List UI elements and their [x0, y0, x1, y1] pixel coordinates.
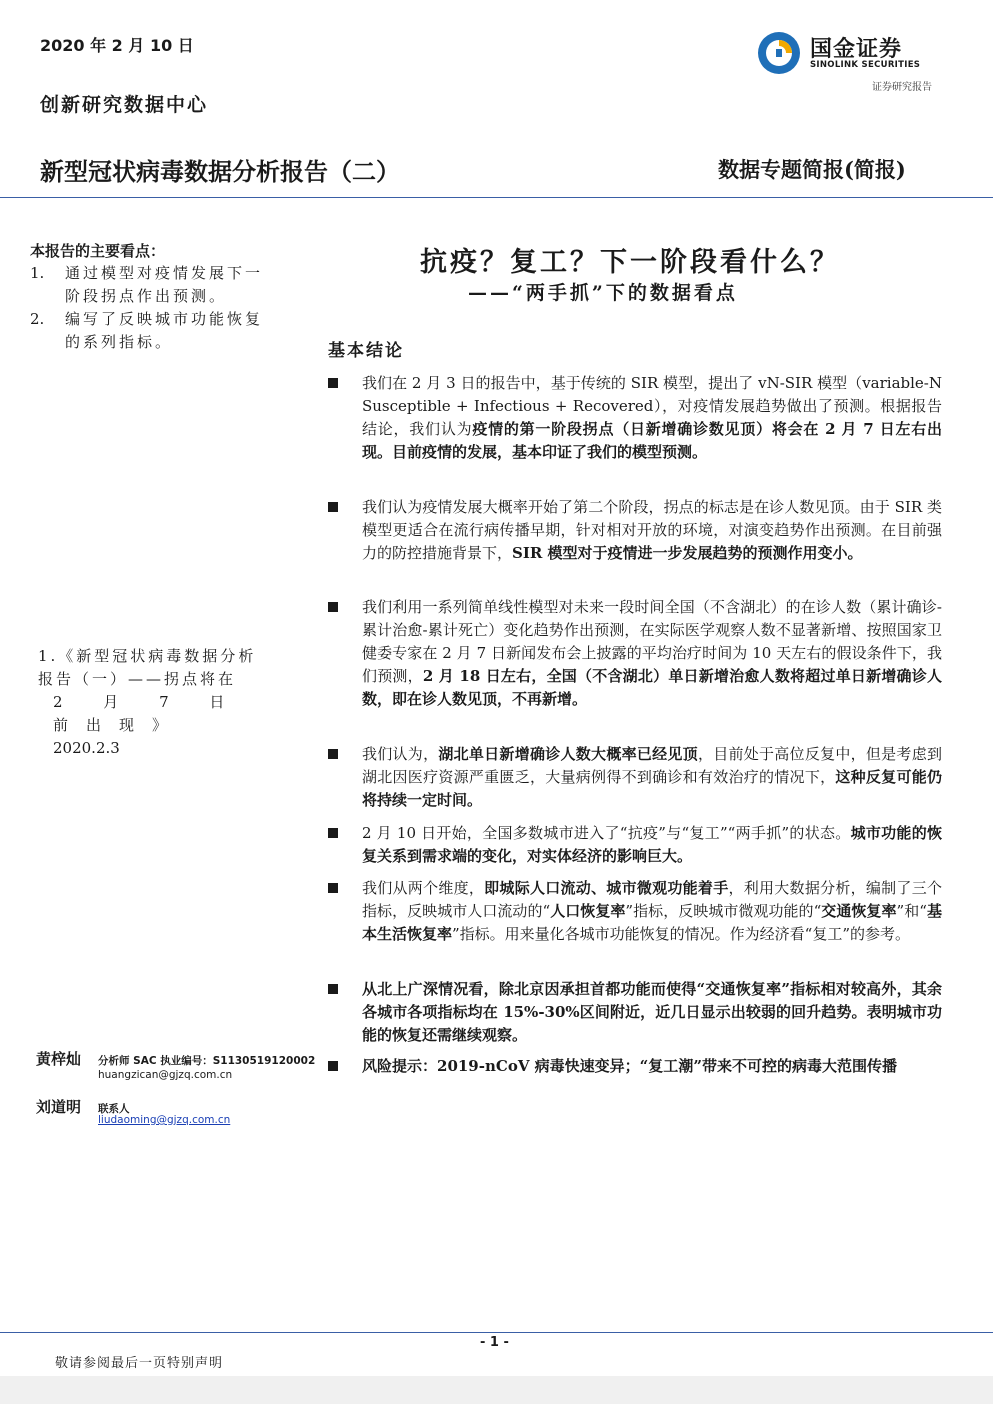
- highlight-text: 通过模型对疫情发展下一阶段拐点作出预测。: [65, 264, 264, 305]
- bullet-square: [328, 378, 338, 388]
- related-report-title: 1.《新型冠状病毒数据分析报告（一）——拐点将在: [38, 647, 257, 688]
- highlight-text: 编写了反映城市功能恢复的系列指标。: [65, 310, 264, 351]
- report-title: 新型冠状病毒数据分析报告（二）: [40, 158, 400, 186]
- sinolink-logo-icon: [756, 30, 802, 76]
- report-date: 2020 年 2 月 10 日: [40, 36, 194, 55]
- bullet-square: [328, 883, 338, 893]
- bullet-square: [328, 602, 338, 612]
- footer-divider: [0, 1332, 993, 1333]
- highlight-number: 2.: [30, 310, 45, 328]
- logo-english-text: SINOLINK SECURITIES: [810, 60, 921, 70]
- main-subtitle: ——“两手抓”下的数据看点: [468, 282, 738, 304]
- logo-chinese-text: 国金证券: [810, 37, 903, 62]
- related-report: [38, 645, 260, 760]
- bullet-text: 2 月 10 日开始，全国多数城市进入了“抗疫”与“复工”“两手抓”的状态。城市功能的恢复关系到需求端的变化，对实体经济的影响巨大。: [362, 824, 942, 865]
- highlight-item: [30, 262, 270, 308]
- contact-name: 刘道明: [36, 1098, 82, 1116]
- bullet-text: 风险提示：2019-nCoV 病毒快速变异；“复工潮”带来不可控的病毒大范围传播: [362, 1057, 897, 1075]
- highlight-number: 1.: [30, 264, 45, 282]
- footer-bar: [0, 1376, 993, 1404]
- page-number: - 1 -: [480, 1335, 509, 1350]
- department-name: 创新研究数据中心: [40, 94, 209, 116]
- bullet-text: 我们认为疫情发展大概率开始了第二个阶段，拐点的标志是在诊人数见顶。由于 SIR 类模型更适合在流行病传播早期，针对相对开放的环境，对演变趋势作出预测。在目前强力的防控措施背景下，SIR 模型对于疫情进一步发展趋势的预测作用变小。: [362, 498, 942, 562]
- bullet-text: 我们在 2 月 3 日的报告中，基于传统的 SIR 模型，提出了 vN-SIR 模型（variable-N Susceptible + Infectious + Recovered），对疫情发展趋势做出了预测。根据报告结论，我们认为疫情的第一阶段拐点（日新增确诊数见顶）将会在 2 月 7 日左右出现。目前疫情的发展，基本印证了我们的模型预测。: [362, 374, 942, 461]
- highlight-item: [30, 308, 270, 354]
- main-title: 抗疫？复工？下一阶段看什么？: [420, 247, 840, 278]
- bullet-text: 我们利用一系列简单线性模型对未来一段时间全国（不含湖北）的在诊人数（累计确诊-累计治愈-累计死亡）变化趋势作出预测，在实际医学观察人数不显著新增、按照国家卫健委专家在 2 月 7 日新闻发布会上披露的平均治疗时间为 10 天左右的假设条件下，我们预测，2 月 18 日左右，全国（不含湖北）单日新增治愈人数将超过单日新增确诊人数，即在诊人数见顶，不再新增。: [362, 598, 942, 708]
- bullet-square: [328, 828, 338, 838]
- highlights-heading: 本报告的主要看点：: [30, 242, 166, 260]
- bullet-square: [328, 502, 338, 512]
- bullet-square: [328, 984, 338, 994]
- bullet-text: 从北上广深情况看，除北京因承担首都功能而使得“交通恢复率”指标相对较高外，其余各城市各项指标均在 15%-30%区间附近，近几日显示出较弱的回升趋势。表明城市功能的恢复还需继续观察。: [362, 980, 942, 1044]
- bullet-text: 我们从两个维度，即城际人口流动、城市微观功能着手，利用大数据分析，编制了三个指标，反映城市人口流动的“人口恢复率”指标，反映城市微观功能的“交通恢复率”和“基本生活恢复率”指标。用来量化各城市功能恢复的情况。作为经济看“复工”的参考。: [362, 879, 942, 943]
- related-report-date: 2020.2.3: [53, 739, 120, 757]
- header-divider: [0, 197, 993, 198]
- related-report-title-cont: 2 月 7 日前出现》: [53, 693, 243, 734]
- section-heading: 基本结论: [328, 341, 404, 361]
- bullet-square: [328, 1061, 338, 1071]
- report-type: 数据专题简报(简报): [718, 157, 906, 182]
- analyst-credential: 分析师 SAC 执业编号：S1130519120002: [98, 1055, 316, 1067]
- contact-email-link[interactable]: liudaoming@gjzq.com.cn: [98, 1114, 231, 1126]
- disclaimer-text: 敬请参阅最后一页特别声明: [55, 1356, 224, 1371]
- logo-subtitle: 证券研究报告: [872, 82, 932, 93]
- bullet-square: [328, 749, 338, 759]
- contact-role: 联系人: [98, 1103, 130, 1115]
- company-logo: [756, 30, 946, 76]
- analyst-name: 黄梓灿: [36, 1050, 82, 1068]
- bullet-text: 我们认为，湖北单日新增确诊人数大概率已经见顶，目前处于高位反复中，但是考虑到湖北因医疗资源严重匮乏，大量病例得不到确诊和有效治疗的情况下，这种反复可能仍将持续一定时间。: [362, 745, 942, 809]
- analyst-email: huangzican@gjzq.com.cn: [98, 1069, 233, 1081]
